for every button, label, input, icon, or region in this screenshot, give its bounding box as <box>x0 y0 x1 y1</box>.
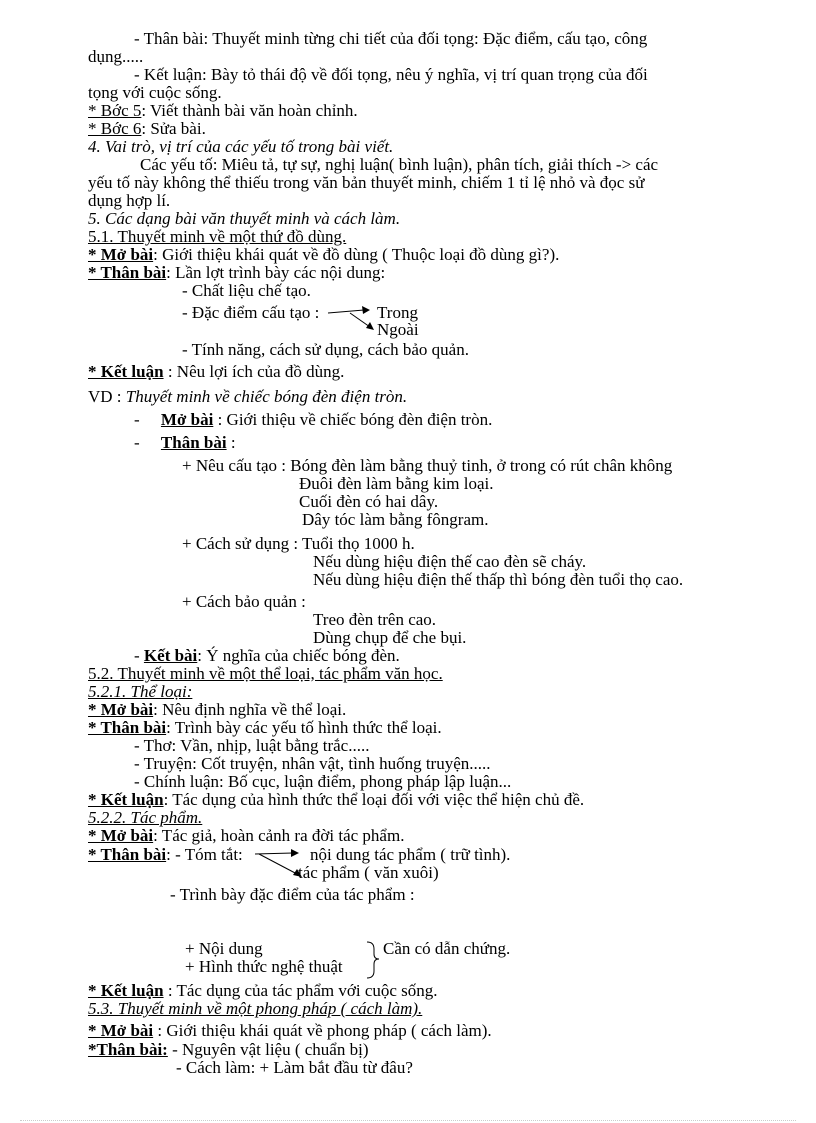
heading-5-1: 5.1. Thuyết minh về một thứ đồ dùng. <box>88 227 347 246</box>
text-can-dan-chung: Cần có dẫn chứng. <box>383 939 511 958</box>
text-line: - Chất liệu chế tạo. <box>182 281 311 300</box>
branch-arrows <box>326 305 376 335</box>
heading-5-2-2: 5.2.2. Tác phẩm. <box>88 808 203 827</box>
text-line: yếu tố này không thể thiếu trong văn bản thuyết minh, chiếm 1 tỉ lệ nhỏ và đọc sử <box>88 173 645 192</box>
heading-5-2: 5.2. Thuyết minh về một thể loại, tác phẩm văn học. <box>88 664 443 683</box>
text-ngoai: Ngoài <box>377 320 419 339</box>
mo-bai-4: * Mở bài : Giới thiệu khái quát về phong pháp ( cách làm). <box>88 1021 492 1040</box>
mo-bai-1: * Mở bài: Giới thiệu khái quát về đồ dùng ( Thuộc loại đồ dùng gì?). <box>88 245 560 264</box>
than-bai-1: * Thân bài: Lần lợt trình bày các nội dung: <box>88 263 386 282</box>
text-line: - Trình bày đặc điểm của tác phẩm : <box>170 885 415 904</box>
heading-5: 5. Các dạng bài văn thuyết minh và cách làm. <box>88 209 401 228</box>
text-line: - Thân bài: Thuyết minh từng chi tiết của đối tọng: Đặc điểm, cấu tạo, công <box>134 29 648 48</box>
text-line: dụng..... <box>88 47 144 66</box>
vd-mo-bai: - Mở bài : Giới thiệu về chiếc bóng đèn điện tròn. <box>134 410 493 429</box>
text-line: Treo đèn trên cao. <box>313 610 437 629</box>
text-line: Nếu dùng hiệu điện thế cao đèn sẽ cháy. <box>313 552 587 571</box>
text-line: tác phẩm ( văn xuôi) <box>298 863 439 882</box>
vd-ket-bai: - Kết bài: Ý nghĩa của chiếc bóng đèn. <box>134 646 400 665</box>
cau-tao: + Nêu cấu tạo : Bóng đèn làm bằng thuỷ tinh, ở trong có rút chân không <box>182 456 673 475</box>
mo-bai-2: * Mở bài: Nêu định nghĩa về thể loại. <box>88 700 347 719</box>
text-line: - Truyện: Cốt truyện, nhân vật, tình huống truyện..... <box>134 754 491 773</box>
cach-bao-quan: + Cách bảo quản : <box>182 592 306 611</box>
text-line: tọng với cuộc sống. <box>88 83 222 102</box>
text-line: Dây tóc làm bằng fôngram. <box>302 510 489 529</box>
ket-luan-2: * Kết luận: Tác dụng của hình thức thể loại đối với việc thể hiện chủ đề. <box>88 790 585 809</box>
example-title: VD : Thuyết minh về chiếc bóng đèn điện tròn. <box>88 387 408 406</box>
cach-su-dung: + Cách sử dụng : Tuổi thọ 1000 h. <box>182 534 415 553</box>
mo-bai-3: * Mở bài: Tác giả, hoàn cảnh ra đời tác phẩm. <box>88 826 405 845</box>
vd-than-bai: - Thân bài : <box>134 433 236 452</box>
text-line: - Cách làm: + Làm bắt đầu từ đâu? <box>176 1058 413 1077</box>
text-line: - Thơ: Vần, nhịp, luật bằng trắc..... <box>134 736 370 755</box>
text-hinh-thuc: + Hình thức nghệ thuật <box>185 957 343 976</box>
text-line: - Đặc điểm cấu tạo : <box>182 303 320 322</box>
text-line: Nếu dùng hiệu điện thế thấp thì bóng đèn tuổi thọ cao. <box>313 570 684 589</box>
text-line: dụng hợp lí. <box>88 191 171 210</box>
page-footer-divider <box>20 1120 796 1121</box>
step-5: * Bớc 5: Viết thành bài văn hoàn chỉnh. <box>88 101 358 120</box>
text-line: Cuối đèn có hai dây. <box>299 492 439 511</box>
than-bai-3: * Thân bài: - Tóm tắt: <box>88 845 243 864</box>
ket-luan-3: * Kết luận : Tác dụng của tác phẩm với cuộc sống. <box>88 981 438 1000</box>
than-bai-2: * Thân bài: Trình bày các yếu tố hình thức thể loại. <box>88 718 442 737</box>
text-line: Dùng chụp để che bụi. <box>313 628 467 647</box>
text-trong: Trong <box>377 303 418 322</box>
heading-5-2-1: 5.2.1. Thể loại: <box>88 682 193 701</box>
heading-5-3: 5.3. Thuyết minh về một phong pháp ( cách làm). <box>88 999 423 1018</box>
heading-4: 4. Vai trò, vị trí của các yếu tố trong bài viết. <box>88 137 394 156</box>
text-line: - Tính năng, cách sử dụng, cách bảo quản. <box>182 340 469 359</box>
brace <box>365 940 381 980</box>
text-line: - Kết luận: Bày tỏ thái độ về đối tọng, nêu ý nghĩa, vị trí quan trọng của đối <box>134 65 648 84</box>
text-line: Các yếu tố: Miêu tả, tự sự, nghị luận( bình luận), phân tích, giải thích -> các <box>140 155 659 174</box>
text-noi-dung: + Nội dung <box>185 939 263 958</box>
text-line: - Chính luận: Bố cục, luận điểm, phong pháp lập luận... <box>134 772 512 791</box>
text-line: nội dung tác phẩm ( trữ tình). <box>310 845 511 864</box>
step-6: * Bớc 6: Sửa bài. <box>88 119 206 138</box>
text-line: Đuôi đèn làm bằng kim loại. <box>299 474 494 493</box>
than-bai-4: *Thân bài: - Nguyên vật liệu ( chuẩn bị) <box>88 1040 369 1059</box>
ket-luan-1: * Kết luận : Nêu lợi ích của đồ dùng. <box>88 362 345 381</box>
